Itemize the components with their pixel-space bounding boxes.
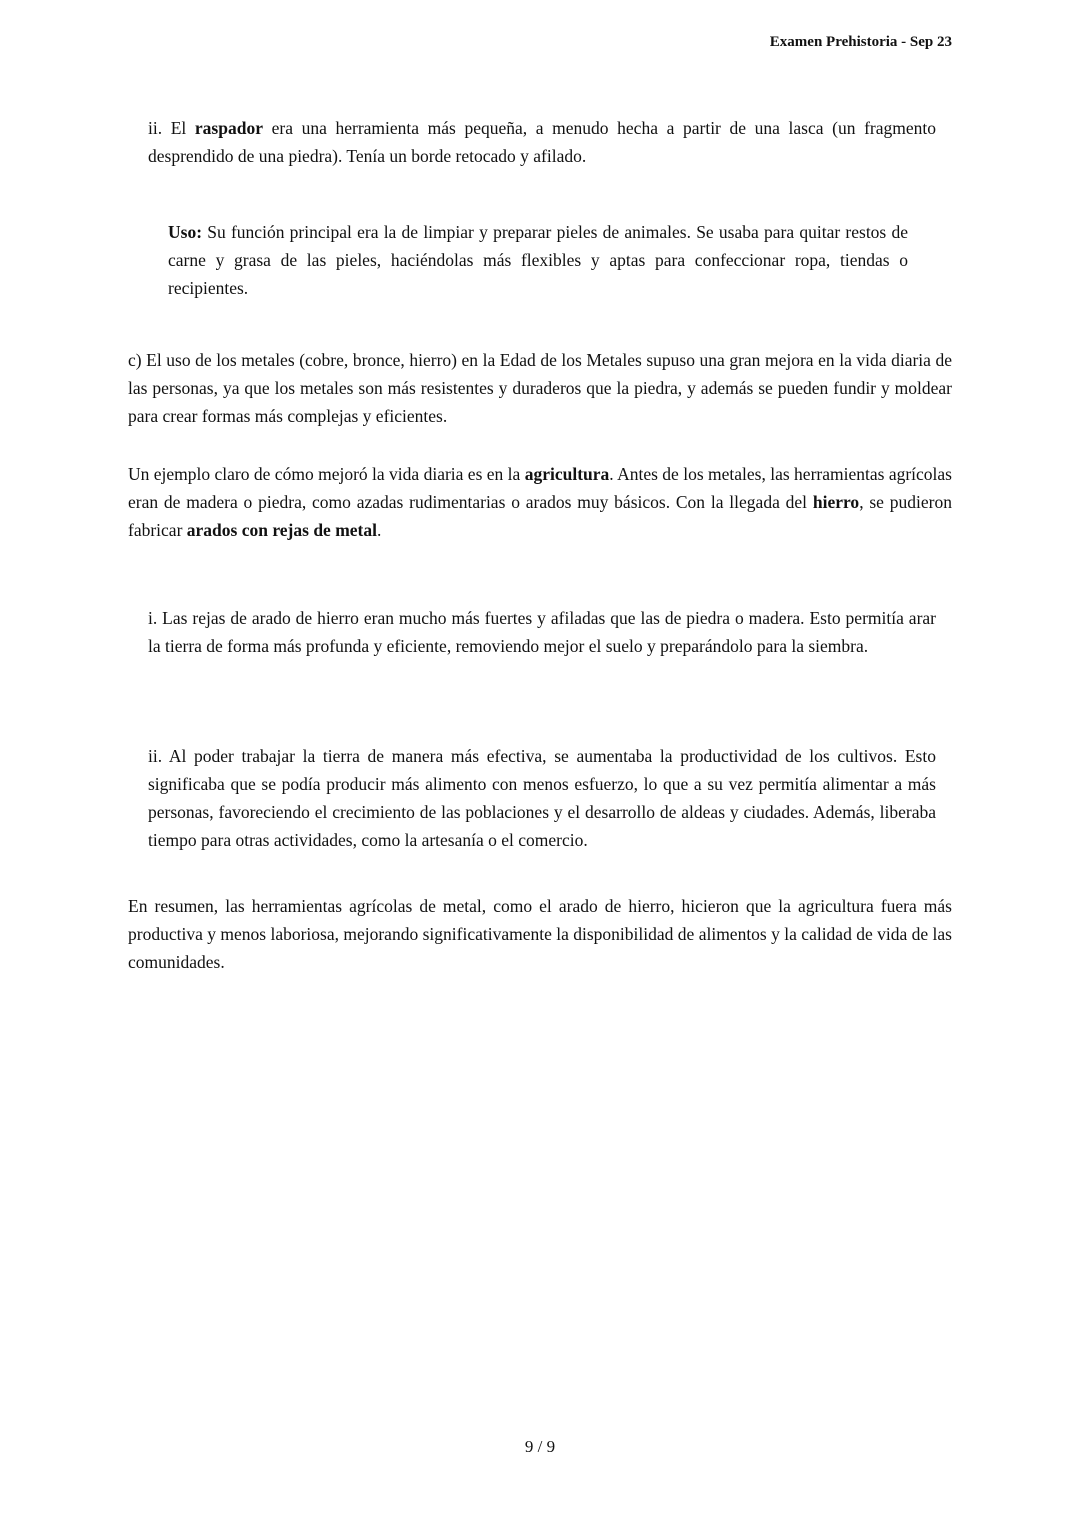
text-segment: i. Las rejas de arado de hierro eran mucho más fuertes y afiladas que las de piedra o madera. Esto permitía arar la tierra de forma más profunda y eficiente, removiendo mejor el suelo y preparándolo para la siembra. (148, 608, 936, 656)
paragraph-raspador (148, 114, 936, 170)
paragraph-productividad (148, 742, 936, 854)
page-header-title: Examen Prehistoria - Sep 23 (769, 34, 952, 50)
bold-text-segment: arados con rejas de metal (186, 520, 377, 540)
bold-text-segment: raspador (194, 118, 263, 138)
text-segment: . (376, 520, 382, 540)
paragraph-ejemplo-agricultura (128, 460, 952, 544)
bold-text-segment: Uso: (168, 222, 203, 242)
page-number: 9 / 9 (524, 1437, 556, 1456)
text-segment: . Antes de los metales, las herramientas agrícolas eran de madera o piedra, como azadas rudimentarias o arados muy básicos. Con la llegada del (128, 464, 952, 512)
text-segment: c) El uso de los metales (cobre, bronce, hierro) en la Edad de los Metales supuso una gran mejora en la vida diaria de las personas, ya que los metales son más resistentes y duraderos que la piedra, y además se pueden fundir y moldear para crear formas más complejas y eficientes. (128, 350, 952, 426)
text-segment: Un ejemplo claro de cómo mejoró la vida diaria es en la (128, 464, 525, 484)
text-segment: En resumen, las herramientas agrícolas de metal, como el arado de hierro, hicieron que la agricultura fuera más productiva y menos laboriosa, mejorando significativamente la disponibilidad de alimentos y la calidad de vida de las comunidades. (128, 896, 952, 972)
paragraph-c-metales (128, 346, 952, 430)
paragraph-rejas-arado (148, 604, 936, 660)
paragraph-uso (168, 218, 908, 302)
text-segment: era una herramienta más pequeña, a menudo hecha a partir de una lasca (un fragmento desprendido de una piedra). Tenía un borde retocado y afilado. (148, 118, 937, 166)
paragraph-resumen (128, 892, 952, 976)
text-segment: ii. El (148, 118, 195, 138)
bold-text-segment: agricultura (524, 464, 610, 484)
text-segment: Su función principal era la de limpiar y preparar pieles de animales. Se usaba para quitar restos de carne y grasa de las pieles, haciéndolas más flexibles y aptas para confeccionar ropa, tiendas o recipientes. (168, 222, 908, 298)
bold-text-segment: hierro (812, 492, 860, 512)
text-segment: , se pudieron fabricar (128, 492, 952, 540)
text-segment: ii. Al poder trabajar la tierra de manera más efectiva, se aumentaba la productividad de los cultivos. Esto significaba que se podía producir más alimento con menos esfuerzo, lo que a su vez permitía alimentar a más personas, favoreciendo el crecimiento de las poblaciones y el desarrollo de aldeas y ciudades. Además, liberaba tiempo para otras actividades, como la artesanía o el comercio. (148, 746, 936, 850)
